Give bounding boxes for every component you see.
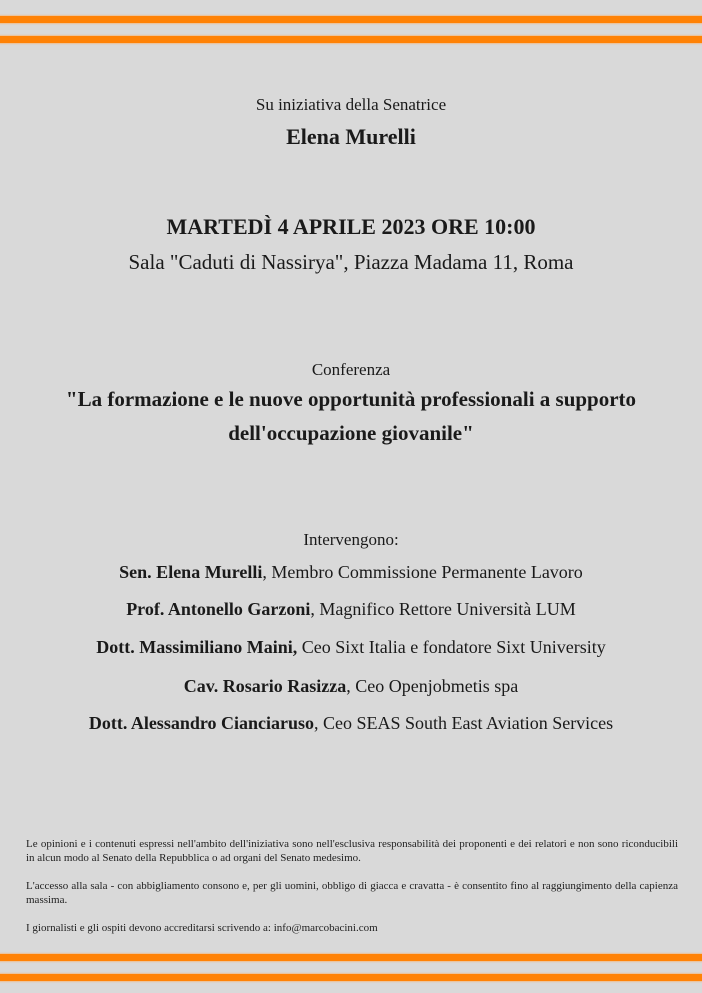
speaker-name: Sen. Elena Murelli [119,562,263,582]
speaker-role: , Ceo Openjobmetis spa [346,676,519,696]
conference-title-line-2: dell'occupazione giovanile" [228,421,474,445]
speaker-role: , Magnifico Rettore Università LUM [310,599,576,619]
speaker-role: Ceo Sixt Italia e fondatore Sixt University [297,637,606,657]
initiative-label: Su iniziativa della Senatrice [255,95,447,114]
speaker-item [0,561,702,583]
speakers-label: Intervengono: [303,530,399,549]
top-stripe-1 [0,16,702,23]
conference-title-line-1: "La formazione e le nuove opportunità professionali a supporto [65,387,637,411]
access-text: L'accesso alla sala - con abbigliamento consono e, per gli uomini, obbligo di giacca e cravatta - è consentito fino al raggiungimento della capienza massima. [26,880,678,906]
speaker-name: Dott. Massimiliano Maini, [96,637,298,657]
speaker-name: Prof. Antonello Garzoni [126,599,311,619]
disclaimer-text: Le opinioni e i contenuti espressi nell'ambito dell'iniziativa sono nell'esclusiva responsabilità dei proponenti e dei relatori e non sono riconducibili in alcun modo al Senato della Repubblica o ad organi del Senato medesimo. [26,838,678,864]
speaker-name: Dott. Alessandro Cianciaruso [88,713,315,733]
senator-name: Elena Murelli [286,124,416,149]
speaker-item [0,636,702,658]
bottom-stripe-2 [0,974,702,981]
accreditation-text [26,921,678,935]
accreditation-email-link[interactable]: info@marcobacini.com [273,922,378,934]
speaker-item [0,598,702,620]
top-stripe-2 [0,36,702,43]
speaker-role: , Ceo SEAS South East Aviation Services [314,713,614,733]
speaker-item [0,675,702,697]
speaker-role: , Membro Commissione Permanente Lavoro [262,562,583,582]
bottom-stripe-1 [0,954,702,961]
speaker-name: Cav. Rosario Rasizza [183,676,347,696]
event-datetime: MARTEDÌ 4 APRILE 2023 ORE 10:00 [166,214,536,239]
event-location: Sala "Caduti di Nassirya", Piazza Madama 11, Roma [128,250,574,274]
speaker-item [0,712,702,734]
conference-label: Conferenza [311,360,391,379]
accreditation-prefix: I giornalisti e gli ospiti devono accreditarsi scrivendo a: [26,922,274,934]
